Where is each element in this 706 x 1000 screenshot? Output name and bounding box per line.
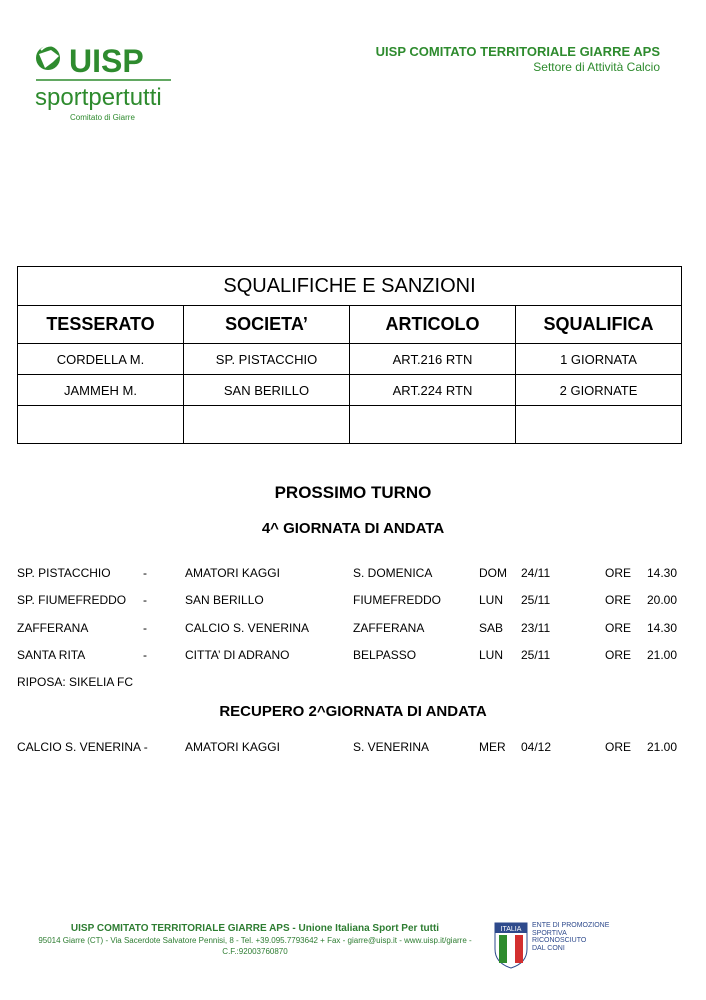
match-row <box>0 621 706 637</box>
match-ore: ORE <box>605 648 632 662</box>
match-home: SP. PISTACCHIO <box>17 566 111 580</box>
empty-cell <box>18 406 184 444</box>
cell-tesserato: JAMMEH M. <box>18 375 184 406</box>
match-home: SANTA RITA <box>17 648 86 662</box>
match-home: SP. FIUMEFREDDO <box>17 593 127 607</box>
empty-cell <box>516 406 682 444</box>
match-row <box>0 648 706 664</box>
match-home: ZAFFERANA <box>17 621 89 635</box>
footer-line1: UISP COMITATO TERRITORIALE GIARRE APS - Unione Italiana Sport Per tutti <box>70 923 440 934</box>
match-date: 24/11 <box>521 566 551 580</box>
match-day: DOM <box>479 566 507 580</box>
match-dash: - <box>143 566 147 580</box>
match-date: 25/11 <box>521 648 551 662</box>
footer <box>30 923 480 957</box>
match-row <box>0 740 706 756</box>
match-day: MER <box>479 740 506 754</box>
match-day: SAB <box>479 621 504 635</box>
match-place: FIUMEFREDDO <box>353 593 441 607</box>
match-dash: - <box>143 593 147 607</box>
col-header-articolo: ARTICOLO <box>350 306 516 344</box>
footer-line2: 95014 Giarre (CT) - Via Sacerdote Salvatore Pennisi, 8 - Tel. +39.095.7793642 + Fax - giarre@uisp.it - www.uisp.it/giarre - <box>38 936 472 945</box>
coni-caption <box>532 922 609 952</box>
match-dash: - <box>143 648 147 662</box>
col-header-squalifica: SQUALIFICA <box>516 306 682 344</box>
match-date: 04/12 <box>521 740 552 754</box>
logo-tagline: sportpertutti <box>35 84 162 111</box>
match-time: 21.00 <box>647 740 678 754</box>
match-ore: ORE <box>605 593 632 607</box>
match-ore: ORE <box>605 740 632 754</box>
match-place: S. VENERINA <box>353 740 430 754</box>
match-date: 23/11 <box>521 621 551 635</box>
coni-line: ENTE DI PROMOZIONE <box>532 922 610 929</box>
match-ore: ORE <box>605 566 632 580</box>
match-place: ZAFFERANA <box>353 621 425 635</box>
match-home: CALCIO S. VENERINA - <box>17 740 148 754</box>
cell-squalifica: 2 GIORNATE <box>516 375 682 406</box>
match-row <box>0 593 706 609</box>
logo-brand: UISP <box>69 43 144 79</box>
cell-tesserato: CORDELLA M. <box>18 344 184 375</box>
coni-badge-label: ITALIA <box>500 926 522 933</box>
match-away: AMATORI KAGGI <box>185 740 280 754</box>
match-day: LUN <box>479 648 504 662</box>
logo-sub: Comitato di Giarre <box>70 113 135 122</box>
rest-team: RIPOSA: SIKELIA FC <box>17 675 134 689</box>
match-place: BELPASSO <box>353 648 417 662</box>
match-ore: ORE <box>605 621 632 635</box>
match-away: CITTA’ DI ADRANO <box>185 648 290 662</box>
coni-line: SPORTIVA <box>532 929 567 937</box>
cell-societa: SAN BERILLO <box>184 375 350 406</box>
footer-line3: C.F.:92003760870 <box>222 947 288 956</box>
sanctions-title: SQUALIFICHE E SANZIONI <box>18 267 682 306</box>
table-row-empty <box>18 406 682 444</box>
match-away: CALCIO S. VENERINA <box>185 621 310 635</box>
col-header-tesserato: TESSERATO <box>18 306 184 344</box>
match-date: 25/11 <box>521 593 551 607</box>
sector: Settore di Attività Calcio <box>533 60 660 74</box>
uisp-logo <box>33 40 183 125</box>
match-dash: - <box>143 621 147 635</box>
org-name: UISP COMITATO TERRITORIALE GIARRE APS <box>375 44 660 59</box>
match-time: 14.30 <box>647 621 678 635</box>
empty-cell <box>350 406 516 444</box>
match-away: AMATORI KAGGI <box>185 566 280 580</box>
match-away: SAN BERILLO <box>185 593 264 607</box>
match-time: 14.30 <box>647 566 678 580</box>
coni-line: DAL CONI <box>532 944 565 952</box>
table-row <box>18 375 682 406</box>
cell-squalifica: 1 GIORNATA <box>516 344 682 375</box>
empty-cell <box>184 406 350 444</box>
col-header-societa: SOCIETA’ <box>184 306 350 344</box>
recovery-title: RECUPERO 2^GIORNATA DI ANDATA <box>219 703 487 720</box>
match-place: S. DOMENICA <box>353 566 433 580</box>
match-time: 20.00 <box>647 593 678 607</box>
coni-line: RICONOSCIUTO <box>532 937 587 944</box>
match-time: 21.00 <box>647 648 678 662</box>
match-day: LUN <box>479 593 504 607</box>
header-org <box>376 44 660 75</box>
next-round-title: PROSSIMO TURNO <box>274 483 432 502</box>
cell-articolo: ART.224 RTN <box>350 375 516 406</box>
cell-articolo: ART.216 RTN <box>350 344 516 375</box>
coni-shield-icon <box>493 921 529 969</box>
table-row <box>18 344 682 375</box>
match-row <box>0 566 706 582</box>
round-title: 4^ GIORNATA DI ANDATA <box>261 520 445 537</box>
sanctions-table <box>17 266 682 444</box>
cell-societa: SP. PISTACCHIO <box>184 344 350 375</box>
